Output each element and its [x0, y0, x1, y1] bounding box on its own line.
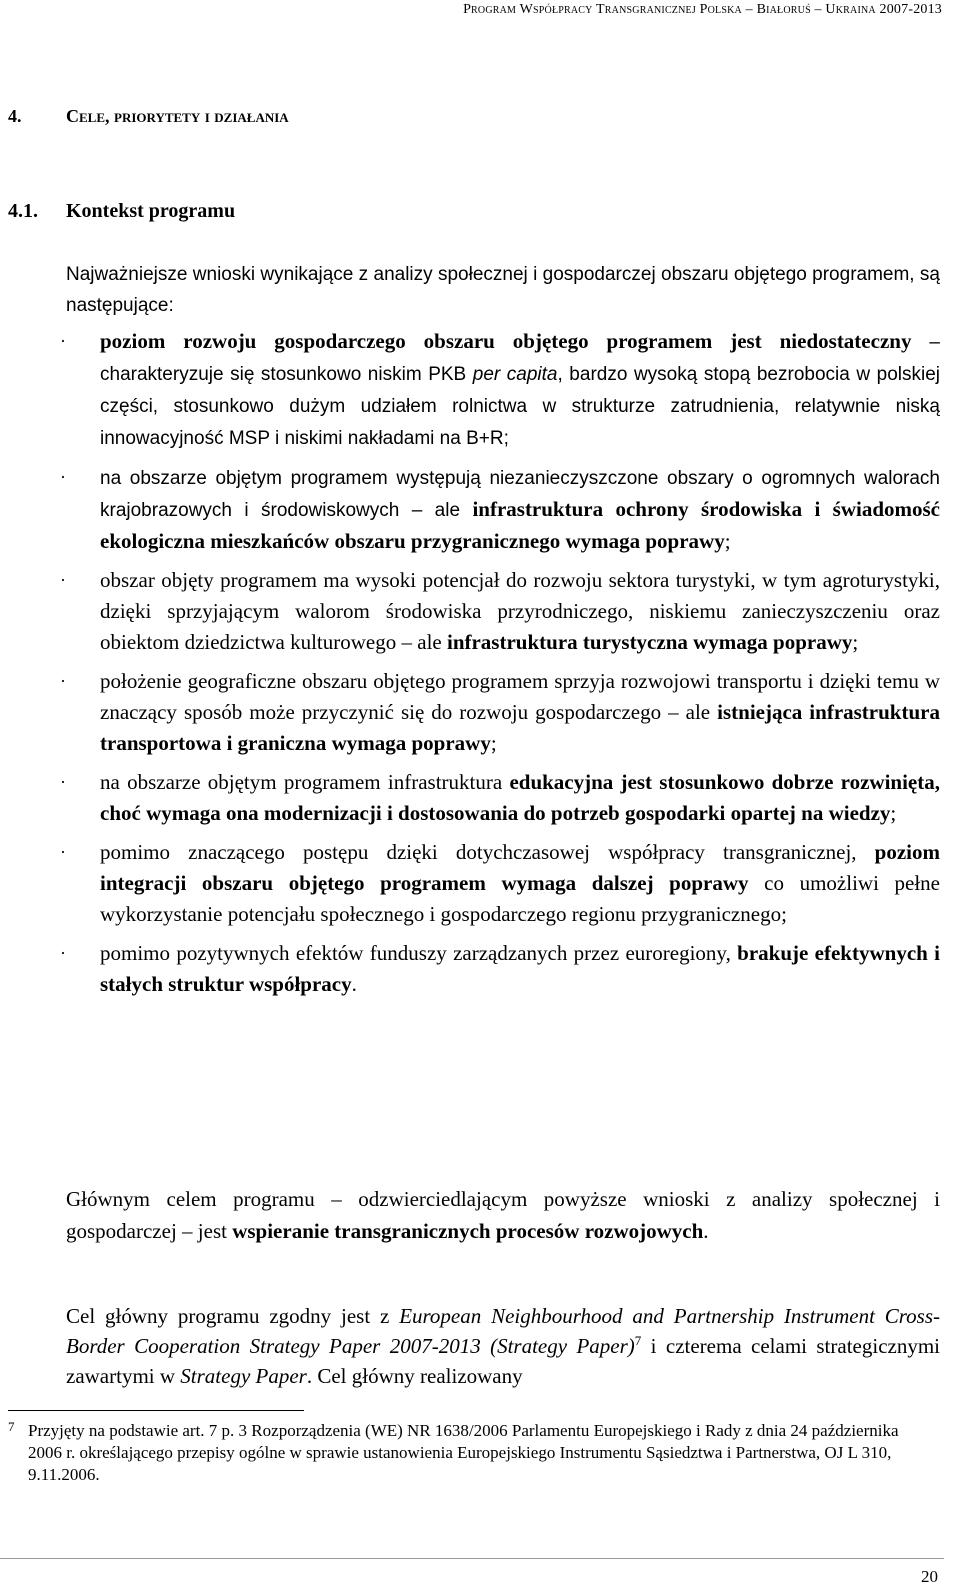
footnote-separator [8, 1410, 304, 1411]
footnote-text: Przyjęty na podstawie art. 7 p. 3 Rozporządzenia (WE) NR 1638/2006 Parlamentu Europejskiego i Rady z dnia 24 października 2006 r. określającego przepisy ogólne w sprawie ustanowienia Europejskiego Instrumentu Sąsiedztwa i Partnerstwa, OJ L 310, 9.11.2006. [28, 1421, 899, 1484]
subsection-heading [8, 200, 235, 223]
bold-phrase: brakuje efektywnych i stałych struktur współpracy [100, 941, 940, 996]
bold-phrase: istniejąca infrastruktura transportowa i graniczna wymaga poprawy [100, 700, 940, 755]
text-run: pomimo pozytywnych efektów funduszy zarządzanych przez euroregiony, [100, 941, 738, 965]
bold-phrase: edukacyjna jest stosunkowo dobrze rozwinięta, choć wymaga ona modernizacji i dostosowania do potrzeb gospodarki opartej na wiedzy [100, 770, 940, 825]
italic-phrase: per capita [472, 364, 558, 385]
footnote [8, 1420, 928, 1486]
list-item [66, 326, 940, 454]
list-item-text [100, 938, 940, 1000]
text-run: . [351, 972, 357, 996]
subsection-title: Kontekst programu [66, 200, 236, 222]
italic-phrase: European Neighbourhood and Partnership Instrument Cross-Border Cooperation Strategy Paper 2007-2013 (Strategy Paper) [66, 1304, 941, 1358]
bold-phrase: poziom integracji obszaru objętego programem wymaga dalszej poprawy [100, 840, 940, 895]
bullet-marker [6, 565, 66, 596]
italic-phrase: Strategy Paper [180, 1364, 307, 1388]
text-run: ; [890, 801, 897, 825]
bullet-marker [6, 666, 66, 697]
section-number: 4. [8, 106, 22, 126]
list-item-text [100, 462, 940, 557]
text-run: pomimo znaczącego postępu dzięki dotychczasowej współpracy transgranicznej, [100, 840, 875, 864]
list-item [66, 837, 940, 930]
list-item [66, 565, 940, 658]
conclusions-list [66, 326, 940, 1008]
section-title: Cele, priorytety i działania [66, 106, 289, 126]
text-run: i czterema celami strategicznymi zawartymi w [66, 1334, 940, 1388]
bullet-marker [6, 767, 66, 798]
bullet-marker [6, 938, 66, 969]
bold-phrase: infrastruktura turystyczna wymaga poprawy [446, 630, 853, 654]
list-item [66, 666, 940, 759]
text-run: ; [490, 731, 497, 755]
list-item [66, 767, 940, 829]
intro-paragraph: Najważniejsze wnioski wynikające z analizy społecznej i gospodarczej obszaru objętego programem, są następujące: [66, 264, 940, 316]
text-run: na obszarze objętym programem występują niezanieczyszczone obszary o ogromnych walorach krajobrazowych i środowiskowych – ale [100, 468, 940, 521]
summary-paragraph [66, 1183, 940, 1247]
list-item-text [100, 565, 940, 658]
text-run: , bardzo wysoką stopą bezrobocia w polskiej części, stosunkowo dużym udziałem rolnictwa w strukturze zatrudnienia, relatywnie niską innowacyjność MSP i niskimi nakładami na B+R; [100, 364, 940, 449]
list-item-text [100, 837, 940, 930]
bold-phrase: infrastruktura ochrony środowiska i świadomość ekologiczna mieszkańców obszaru przygranicznego wymaga poprawy [100, 497, 940, 553]
text-run: Głównym celem programu – odzwierciedlającym powyższe wnioski z analizy społecznej i gospodarczej – jest [66, 1187, 940, 1243]
text-run: na obszarze objętym programem infrastruktura [100, 770, 510, 794]
bold-phrase: wspieranie transgranicznych procesów rozwojowych [232, 1219, 704, 1243]
goal-paragraph [66, 1301, 940, 1391]
list-item [66, 938, 940, 1000]
bullet-marker [6, 326, 66, 357]
footer-separator [0, 1558, 944, 1559]
page-number: 20 [921, 1567, 938, 1586]
list-item-text [100, 767, 940, 829]
text-run: położenie geograficzne obszaru objętego programem sprzyja rozwojowi transportu i dzięki temu w znaczący sposób może przyczynić się do rozwoju gospodarczego – ale [100, 669, 940, 724]
text-run: co umożliwi pełne wykorzystanie potencjału społecznego i gospodarczego regionu przygranicznego; [100, 871, 940, 926]
bullet-marker [6, 837, 66, 868]
list-item-text [100, 666, 940, 759]
bullet-marker [6, 462, 66, 493]
text-run: Cel główny programu zgodny jest z [66, 1304, 400, 1328]
text-run: ; [724, 529, 731, 553]
running-header: Program Współpracy Transgranicznej Polska – Białoruś – Ukraina 2007-2013 [463, 2, 942, 17]
bold-phrase: poziom rozwoju gospodarczego obszaru objętego programem jest niedostateczny [100, 329, 912, 353]
subsection-number: 4.1. [8, 200, 38, 222]
footnote-reference: 7 [634, 1333, 642, 1348]
text-run: . [703, 1219, 709, 1243]
text-run: – charakteryzuje się stosunkowo niskim PKB [100, 332, 940, 385]
text-run: ; [852, 630, 859, 654]
list-item-text [100, 326, 940, 454]
text-run: obszar objęty programem ma wysoki potencjał do rozwoju sektora turystyki, w tym agroturystyki, dzięki sprzyjającym walorom środowiska przyrodniczego, niskiemu zanieczyszczeniu oraz obiektom dziedzictwa kulturowego – ale [100, 568, 940, 654]
section-heading [8, 106, 289, 127]
list-item [66, 462, 940, 557]
footnote-mark: 7 [8, 1419, 15, 1434]
text-run: . Cel główny realizowany [306, 1364, 523, 1388]
